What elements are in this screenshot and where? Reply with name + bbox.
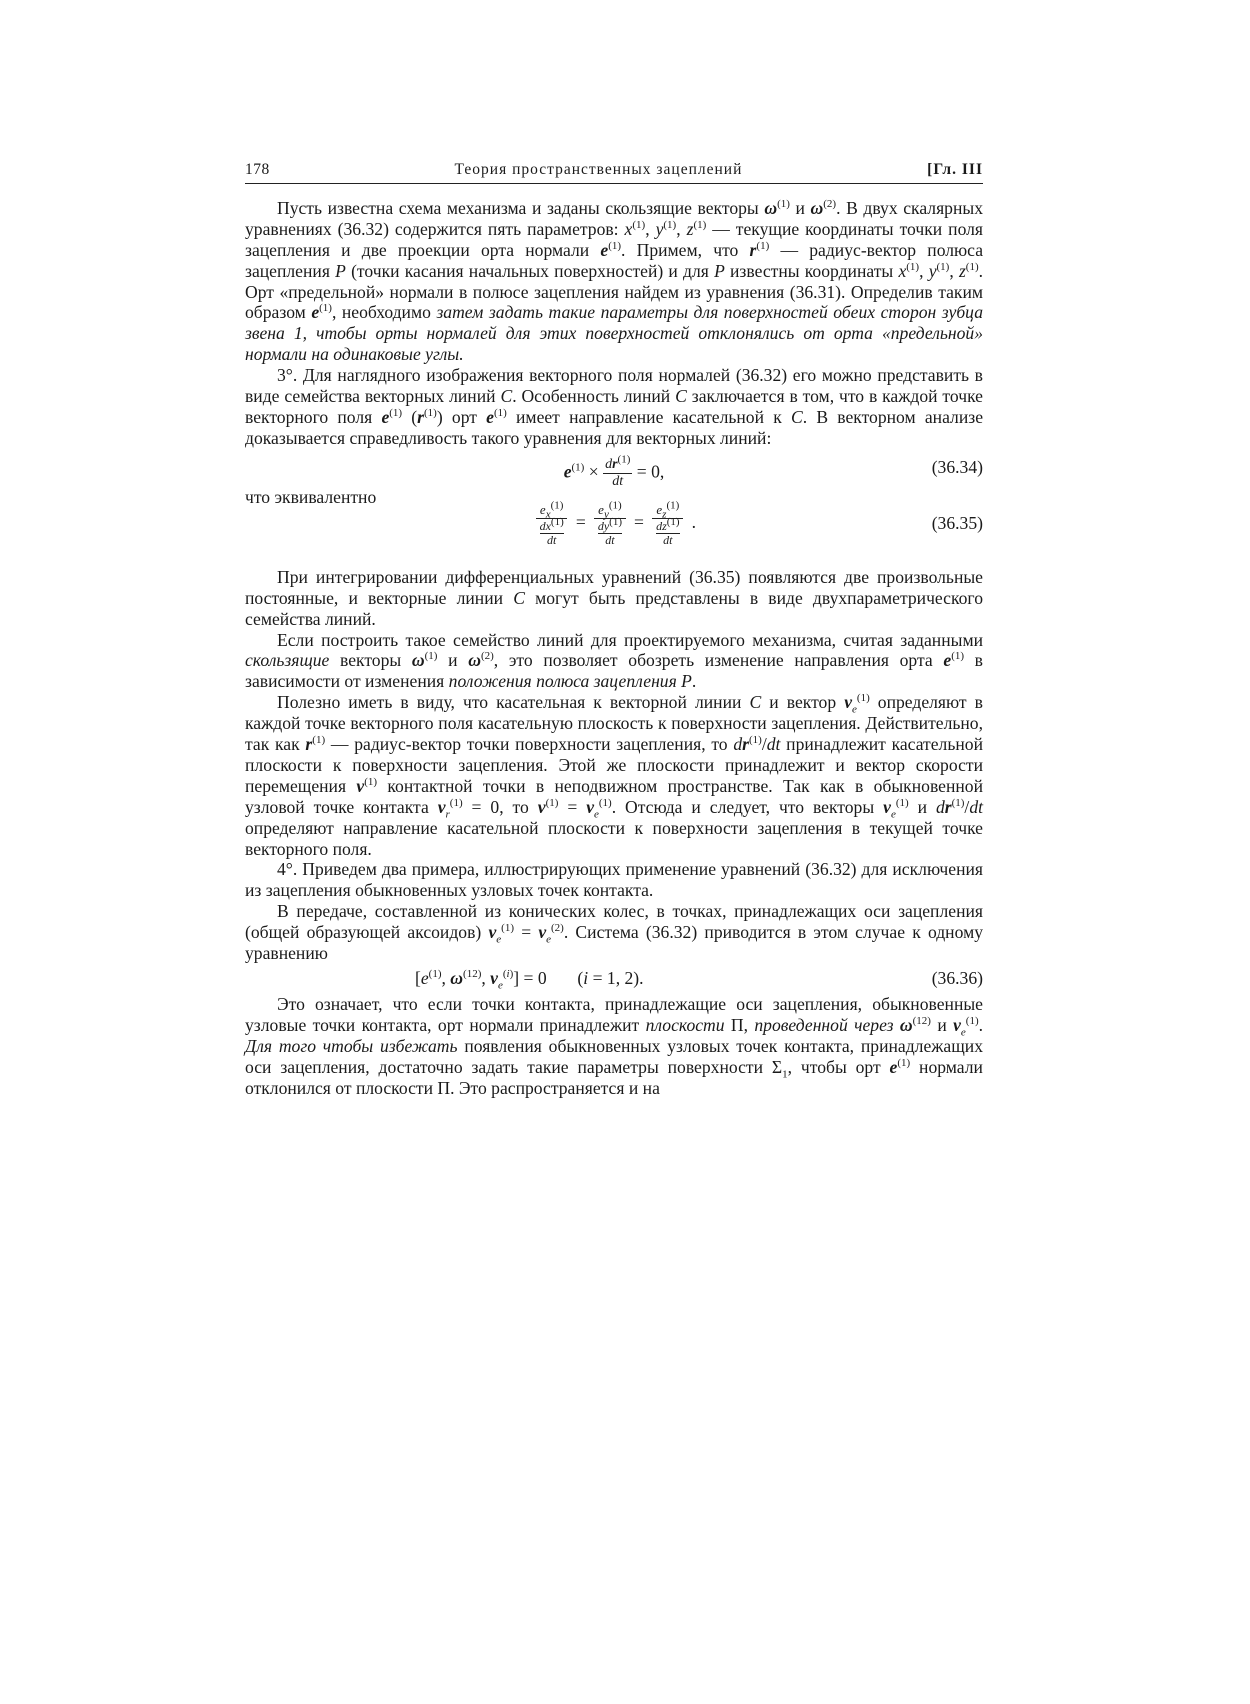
- running-title: Теория пространственных зацеплений: [454, 161, 743, 178]
- equation-36-35: что эквивалентно $\frac{e_x^{(1)}}{\frac{dx^{(1)}}{dt}}$ = $\frac{e_y^{(1)}}{\frac{dy^{(1)}}{dt}}$ = $\frac{e_z^{(1)}}{\frac{dz^{(1)}}{dt}}$ . (36.35): [245, 486, 983, 547]
- equation-number: (36.35): [931, 512, 983, 533]
- running-header: [245, 160, 983, 184]
- paragraph-1: Пусть известна схема механизма и заданы скользящие векторы $\omega^{(1)}$ и $\omega^{(2)}$. В двух скалярных уравнениях (36.32) содержится пять параметров: $x^{(1)}$, $y^{(1)}$, $z^{(1)}$ — текущие координаты точки поля зацепления и две проекции орта нормали $e^{(1)}$. Примем, что $r^{(1)}$ — радиус-вектор полюса зацепления P (точки касания начальных поверхностей) и для P известны координаты $x^{(1)}$, $y^{(1)}$, $z^{(1)}$. Орт «предельной» нормали в полюсе зацепления найдем из уравнения (36.31). Определив таким образом $e^{(1)}$, необходимо затем задать такие параметры для поверхностей обеих сторон зубца звена 1, чтобы орты нормалей для этих поверхностей отклонялись от орта «предельной» нормали на одинаковые углы.: [245, 197, 984, 365]
- paragraph-4: Если построить такое семейство линий для проектируемого механизма, считая заданными скользящие векторы $\omega^{(1)}$ и $\omega^{(2)}$, это позволяет обозреть изменение направления орта $e^{(1)}$ в зависимости от изменения положения полюса зацепления P.: [245, 629, 983, 692]
- paragraph-8: Это означает, что если точки контакта, принадлежащие оси зацепления, обыкновенные узловые точки контакта, орт нормали принадлежит плоскости П, проведенной через $\omega^{(12)}$ и $v_e^{(1)}$. Для того чтобы избежать появления обыкновенных узловых точек контакта, принадлежащих оси зацепления, достаточно задать такие параметры поверхности $\Sigma_1$, чтобы орт $e^{(1)}$ нормали отклонился от плоскости П. Это распространяется и на: [245, 994, 984, 1098]
- book-page: [245, 160, 983, 1099]
- paragraph-6: 4°. Приведем два примера, иллюстрирующих применение уравнений (36.32) для исключения из зацепления обыкновенных узловых точек контакта.: [245, 859, 983, 901]
- page-number: 178: [245, 161, 270, 178]
- paragraph-7: В передаче, составленной из конических колес, в точках, принадлежащих оси зацепления (общей образующей аксоидов) $v_e^{(1)} = v_e^{(2)}$. Система (36.32) приводится в этом случае к одному уравнению: [245, 901, 983, 964]
- equation-number: (36.34): [931, 456, 983, 477]
- equation-36-34: $e^{(1)}$ × $\frac{dr^{(1)}}{dt}$ = 0, (36.34): [563, 453, 983, 489]
- paragraph-3: При интегрировании дифференциальных уравнений (36.35) появляются две произвольные постоянные, и векторные линии C могут быть представлены в виде двухпараметрического семейства линий.: [245, 566, 983, 629]
- paragraph-5: Полезно иметь в виду, что касательная к векторной линии C и вектор $v_e^{(1)}$ определяют в каждой точке векторного поля касательную плоскость к поверхности зацепления. Действительно, так как $r^{(1)}$ — радиус-вектор точки поверхности зацепления, то $dr^{(1)}/dt$ принадлежит касательной плоскости к поверхности зацепления. Этой же плоскости принадлежит и вектор скорости перемещения $v^{(1)}$ контактной точки в неподвижном пространстве. Так как в обыкновенной узловой точке контакта $v_r^{(1)} = 0$, то $v^{(1)} = v_e^{(1)}$. Отсюда и следует, что векторы $v_e^{(1)}$ и $dr^{(1)}/dt$ определяют направление касательной плоскости к поверхности зацепления в текущей точке векторного поля.: [245, 692, 983, 859]
- paragraph-2: 3°. Для наглядного изображения векторного поля нормалей (36.32) его можно представить в виде семейства векторных линий C. Особенность линий C заключается в том, что в каждой точке векторного поля $e^{(1)}$ $(r^{(1)})$ орт $e^{(1)}$ имеет направление касательной к C. В векторном анализе доказывается справедливость такого уравнения для векторных линий:: [245, 365, 983, 448]
- equivalence-label: что эквивалентно: [245, 486, 377, 507]
- equation-number: (36.36): [931, 968, 983, 988]
- chapter-label: [Гл. III: [927, 161, 983, 178]
- equation-36-36: [$e^{(1)}$, $\omega^{(12)}$, $v_e^{(i)}] = 0$ (i = 1, 2). (36.36): [415, 968, 983, 992]
